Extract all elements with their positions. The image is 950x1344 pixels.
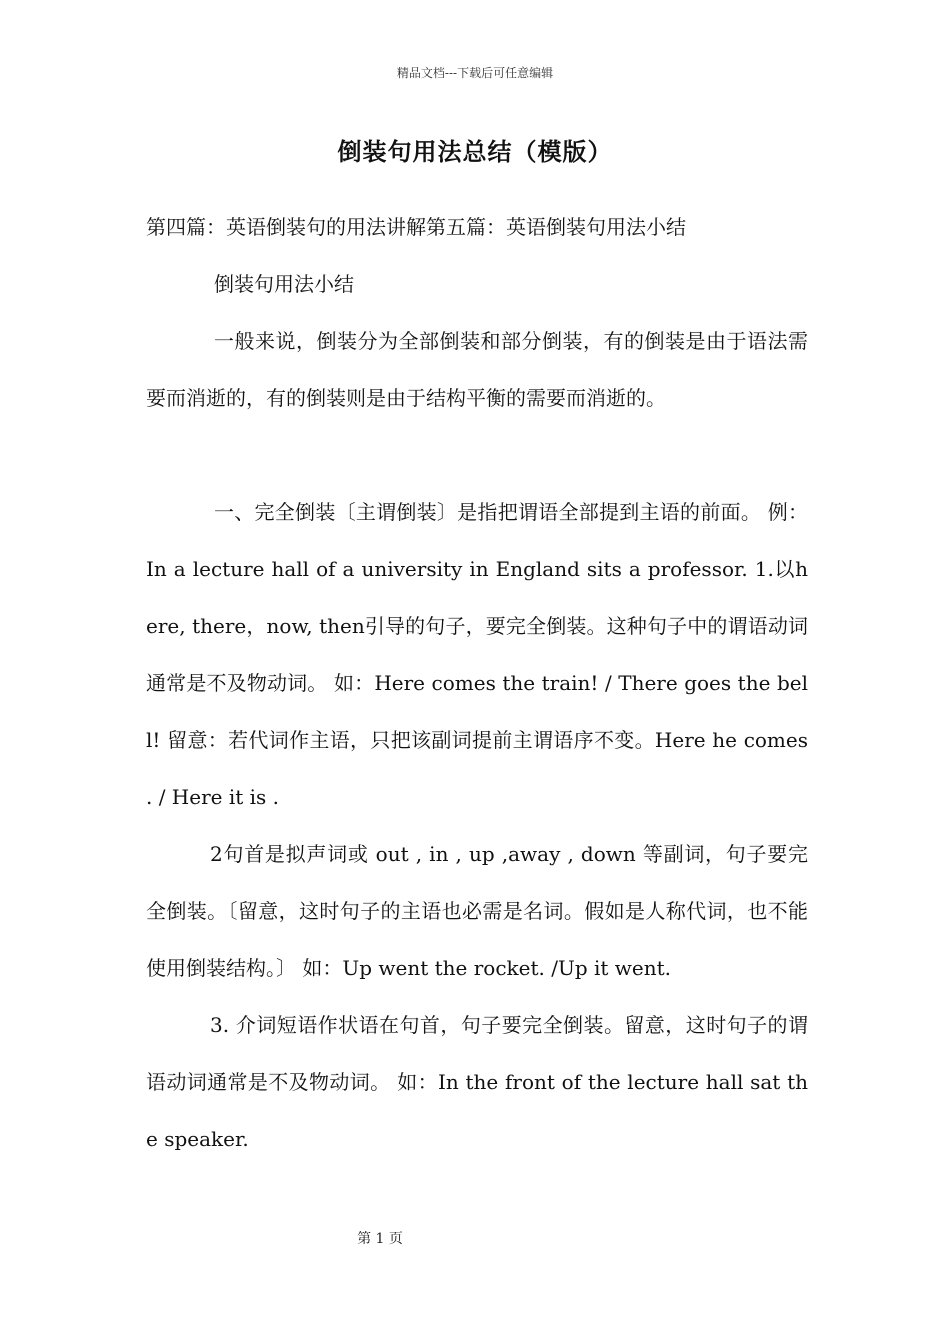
paragraph-intro: 一般来说，倒装分为全部倒装和部分倒装，有的倒装是由于语法需要而消逝的，有的倒装则是由于结构平衡的需要而消逝的。 xyxy=(146,329,808,410)
paragraph-prepositional-inversion: 3. 介词短语作状语在句首，句子要完全倒装。留意，这时句子的谓语动词通常是不及物动词。 如：In the front of the lecture hall sat the speaker. xyxy=(146,1013,808,1151)
page-number: 第 1 页 xyxy=(357,1231,403,1247)
paragraph-full-inversion: 一、完全倒装〔主谓倒装〕是指把谓语全部提到主语的前面。 例：In a lecture hall of a university in England sits a professor. 1.以here, there，now, then引导的句子，要完全倒装。这种句子中的谓语动词通常是不及物动词。 如：Here comes the train! / There goes the bell! 留意：若代词作主语，只把该副词提前主谓语序不变。Here he comes . / Here it is . xyxy=(146,500,808,809)
document-title: 倒装句用法总结（模版） xyxy=(337,137,613,166)
paragraph-subtitle: 第四篇：英语倒装句的用法讲解第五篇：英语倒装句用法小结 xyxy=(146,215,686,239)
document-body xyxy=(146,199,808,1168)
page-header: 精品文档---下载后可任意编辑 xyxy=(396,66,554,80)
paragraph-section-heading: 倒装句用法小结 xyxy=(214,272,354,296)
paragraph-adverb-inversion: 2句首是拟声词或 out , in , up ,away , down 等副词，句子要完全倒装。〔留意，这时句子的主语也必需是名词。假如是人称代词，也不能使用倒装结构。〕 如：Up went the rocket. /Up it went. xyxy=(146,842,808,980)
